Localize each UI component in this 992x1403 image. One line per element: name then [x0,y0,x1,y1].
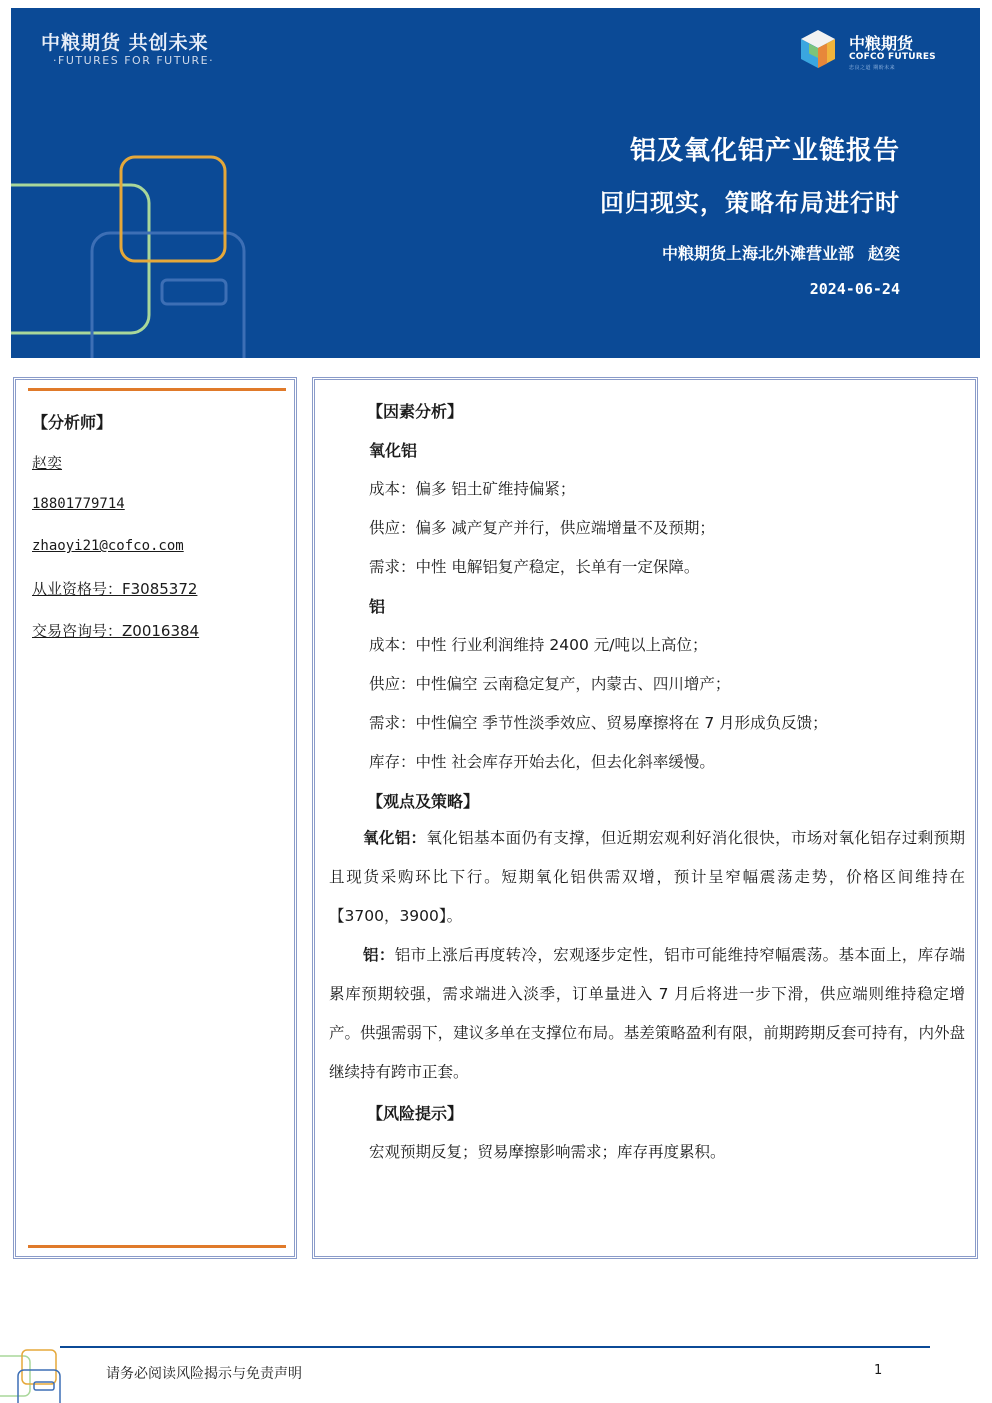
department: 中粮期货上海北外滩营业部 [661,244,854,263]
logo-text-cn: 中粮期货 [849,34,914,53]
risk-heading: 【风险提示】 [367,1104,464,1123]
divider [28,1245,286,1248]
aluminum-strategy-text: 铝市上涨后再度转冷，宏观逐步定性，铝市可能维持窄幅震荡。基本面上，库存端累库预期较强，需求端进入淡季，订单量进入 7 月后将进一步下滑，供应端则维持稳定增产。供强需弱下，建议多单在支撑位布局。基差策略盈利有限，前期跨期反套可持有，内外盘继续持有跨市正套。 [329,946,965,1081]
company-logo [797,28,957,78]
cube-logo-icon [797,28,839,70]
report-date: 2024-06-24 [809,280,900,298]
alumina-strategy-paragraph [329,819,965,936]
alumina-cost-item: 成本：偏多 铝土矿维持偏紧； [369,480,576,498]
disclaimer-notice: 请务必阅读风险揭示与免责声明 [106,1366,302,1382]
factor-analysis-heading: 【因素分析】 [367,402,464,421]
report-content-panel [312,377,978,1259]
alumina-supply-item: 供应：偏多 减产复产并行，供应端增量不及预期； [369,519,715,537]
analyst-name-link[interactable]: 赵奕 [32,454,63,472]
alumina-demand-item: 需求：中性 电解铝复产稳定，长单有一定保障。 [369,558,700,576]
analyst-email-link[interactable]: zhaoyi21@cofco.com [32,538,184,554]
aluminum-section-title: 铝 [369,597,386,616]
aluminum-inventory-item: 库存：中性 社会库存开始去化，但去化斜率缓慢。 [369,753,715,771]
alumina-strategy-text: 氧化铝基本面仍有支撑，但近期宏观利好消化很快，市场对氧化铝存过剩预期且现货采购环比下行。短期氧化铝供需双增，预计呈窄幅震荡走势，价格区间维持在【3700，3900】。 [329,829,965,925]
aluminum-strategy-label: 铝： [363,946,395,964]
aluminum-demand-item: 需求：中性偏空 季节性淡季效应、贸易摩擦将在 7 月形成负反馈； [369,714,828,732]
qualification-number-link[interactable]: 从业资格号：F3085372 [32,580,198,598]
analyst-phone-link[interactable]: 18801779714 [32,496,125,512]
divider [28,388,286,391]
banner-decoration [11,148,271,358]
aluminum-strategy-paragraph [329,936,965,1092]
report-author-line [662,241,900,264]
report-title: 铝及氧化铝产业链报告 [629,136,900,166]
aluminum-supply-item: 供应：中性偏空 云南稳定复产，内蒙古、四川增产； [369,675,731,693]
footer-divider [60,1346,930,1348]
aluminum-cost-item: 成本：中性 行业利润维持 2400 元/吨以上高位； [369,636,708,654]
report-subtitle: 回归现实，策略布局进行时 [600,189,900,217]
logo-tagline: 忠良之道 期盼未来 [849,65,896,71]
slogan: 中粮期货 共创未来 [41,32,209,54]
author-name: 赵奕 [867,244,900,263]
slogan-en: ·FUTURES FOR FUTURE· [53,54,215,67]
strategy-heading: 【观点及策略】 [367,792,480,811]
report-banner [11,8,980,358]
risk-text: 宏观预期反复；贸易摩擦影响需求；库存再度累积。 [369,1143,726,1161]
alumina-strategy-label: 氧化铝： [363,829,427,847]
analyst-heading: 【分析师】 [32,413,113,432]
page-number: 1 [874,1363,883,1378]
alumina-section-title: 氧化铝 [369,441,418,460]
footer-decoration [0,1348,64,1403]
logo-text-en: COFCO FUTURES [849,52,936,62]
analyst-panel [13,377,297,1259]
consulting-number-link[interactable]: 交易咨询号：Z0016384 [32,622,200,640]
